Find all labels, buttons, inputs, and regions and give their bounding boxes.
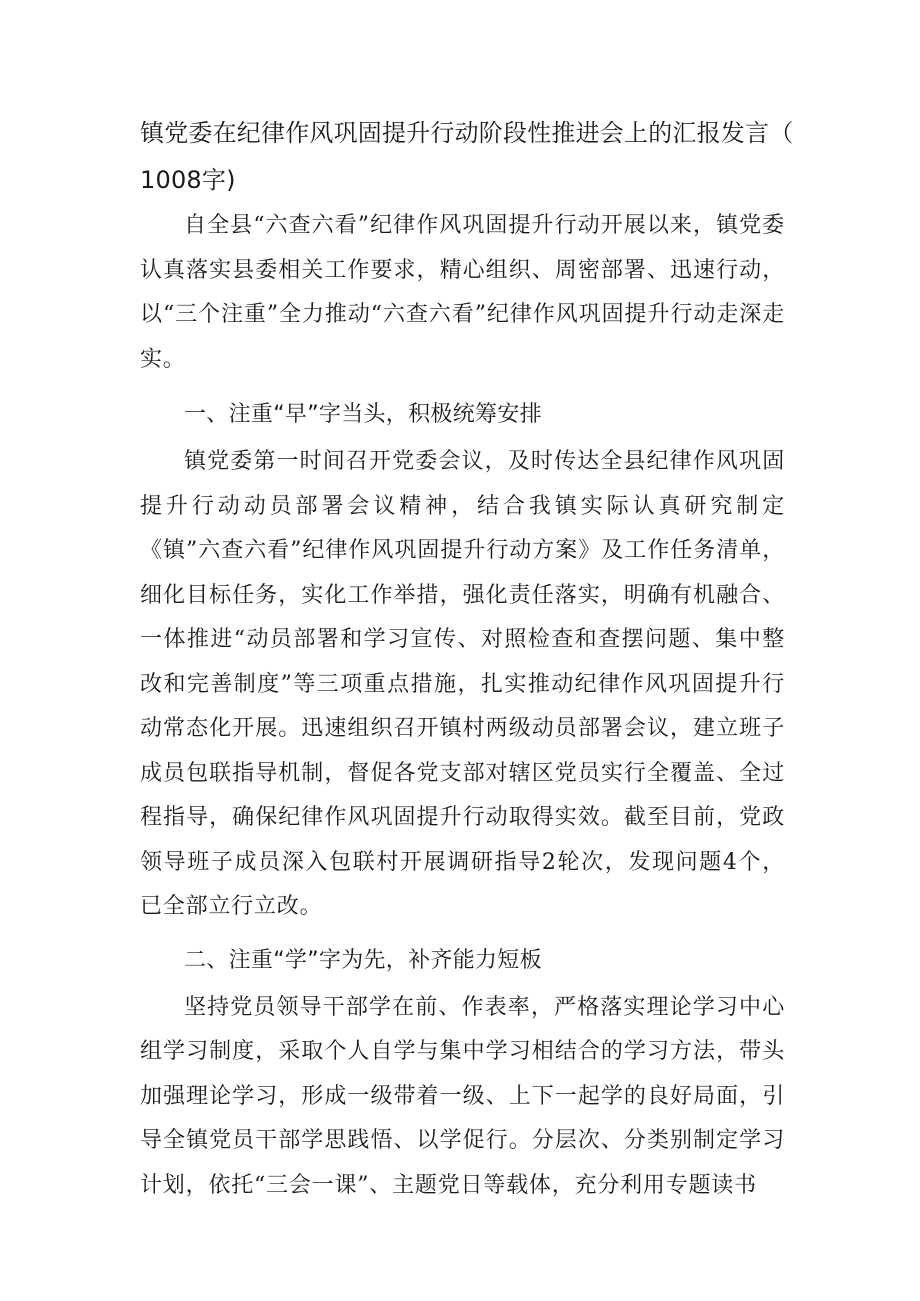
document-title (140, 110, 794, 204)
section-paragraph-1: 镇党委第一时间召开党委会议，及时传达全县纪律作风巩固提升行动动员部署会议精神，结合我镇实际认真研究制定《镇”六查六看”纪律作风巩固提升行动方案》及工作任务清单，细化目标任务，实化工作举措，强化责任落实，明确有机融合、一体推进“动员部署和学习宣传、对照检查和查摆问题、集中整改和完善制度”等三项重点措施，扎实推动纪律作风巩固提升行动常态化开展。迅速组织召开镇村两级动员部署会议，建立班子成员包联指导机制，督促各党支部对辖区党员实行全覆盖、全过程指导，确保纪律作风巩固提升行动取得实效。截至目前，党政领导班子成员深入包联村开展调研指导2轮次，发现问题4个，已全部立行立改。 (140, 449, 785, 919)
section-heading-2: 二、注重“学”字为先，补齐能力短板 (184, 947, 542, 973)
title-line-2: 1008字) (140, 166, 236, 194)
intro-paragraph: 自全县“六查六看”纪律作风巩固提升行动开展以来，镇党委认真落实县委相关工作要求，精心组织、周密部署、迅速行动，以“三个注重”全力推动“六查六看”纪律作风巩固提升行动走深走实。 (140, 213, 785, 372)
section-paragraph-2: 坚持党员领导干部学在前、作表率，严格落实理论学习中心组学习制度，采取个人自学与集中学习相结合的学习方法，带头加强理论学习，形成一级带着一级、上下一起学的良好局面，引导全镇党员干部学思践悟、以学促行。分层次、分类别制定学习计划，依托“三会一课”、主题党日等载体，充分利用专题读书 (140, 994, 785, 1198)
document-page (140, 110, 794, 1208)
title-line-1: 镇党委在纪律作风巩固提升行动阶段性推进会上的汇报发言（ (140, 119, 794, 147)
section-heading-1: 一、注重“早”字当头，积极统筹安排 (184, 402, 542, 427)
